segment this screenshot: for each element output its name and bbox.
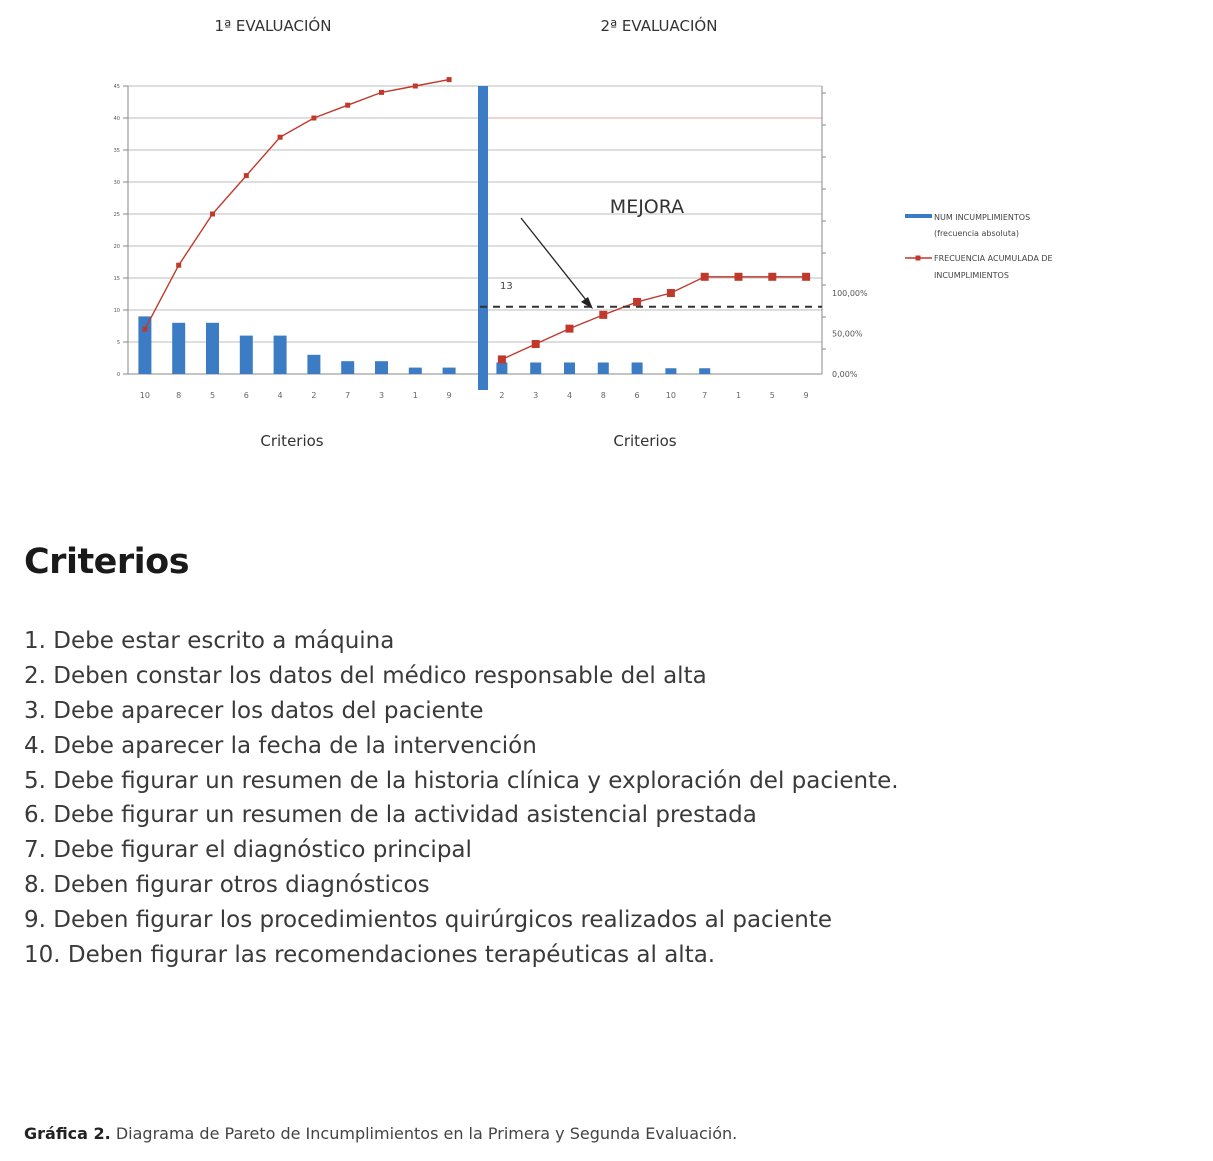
cumulative-marker [413,84,418,89]
y-tick-label: 25 [113,212,120,218]
cumulative-line [145,80,449,330]
bar [307,355,320,374]
bar [138,316,151,374]
bar [240,336,253,374]
panel-2-x-axis-label: Criterios [613,432,677,450]
bar [564,362,575,374]
caption-label: Gráfica 2. [24,1124,111,1143]
figure-caption [24,1124,737,1143]
bar [598,362,609,374]
criteria-item: 1. Debe estar escrito a máquina [24,628,395,654]
bar [496,362,507,374]
divider-bar [478,86,488,390]
criteria-item: 8. Deben figurar otros diagnósticos [24,872,430,899]
cumulative-marker [278,135,283,140]
y-tick-label: 5 [116,340,120,346]
criteria-item: 4. Debe aparecer la fecha de la intervención [24,732,537,759]
y-right-tick-label: 50,00% [832,329,863,339]
cumulative-marker [498,355,506,363]
x-tick-label: 5 [209,391,216,400]
legend-bar-swatch [905,214,932,218]
x-tick-label: 4 [566,391,573,400]
axes [123,86,826,374]
reference-value-label: 13 [500,281,513,292]
y-tick-label: 30 [113,180,120,186]
x-tick-label: 9 [446,391,452,400]
bar [206,323,219,374]
bar [172,323,185,374]
x-tick-label: 9 [803,391,809,400]
bar [443,368,456,374]
criteria-item: 3. Debe aparecer los datos del paciente [24,697,484,724]
y-tick-label: 15 [113,276,120,282]
x-tick-label: 7 [345,391,351,400]
x-tick-label: 3 [378,391,385,400]
cumulative-marker [244,173,249,178]
legend-line-label-line2: INCUMPLIMIENTOS [934,271,1009,280]
cumulative-line [502,277,806,360]
panel-1-title: 1ª EVALUACIÓN [214,17,332,35]
y-right-tick-label: 100,00% [832,289,868,298]
cumulative-marker [566,325,574,333]
criteria-item: 9. Deben figurar los procedimientos quirúrgicos realizados al paciente [24,907,832,934]
mejora-annotation: MEJORA [609,196,685,218]
bar [632,362,643,374]
cumulative-marker [142,327,147,332]
legend-bar-label-line2: (frecuencia absoluta) [934,229,1019,238]
legend [905,213,1053,280]
bar [699,368,710,374]
criteria-list [24,624,899,973]
panel-1-x-axis-label: Criterios [260,432,324,450]
criteria-item: 6. Debe figurar un resumen de la actividad asistencial prestada [24,802,757,829]
cumulative-marker [210,212,215,217]
cumulative-marker [667,289,675,297]
bar [341,361,354,374]
cumulative-marker [176,263,181,268]
x-tick-label: 2 [311,391,317,400]
y-tick-label: 35 [113,148,120,154]
y-tick-label: 20 [113,244,120,250]
criteria-item: 2. Deben constar los datos del médico responsable del alta [24,662,707,689]
criteria-heading: Criterios [24,542,190,582]
x-tick-label: 7 [702,391,708,400]
criteria-item: 5. Debe figurar un resumen de la historia clínica y exploración del paciente. [24,767,899,794]
x-tick-label: 3 [533,391,539,400]
cumulative-marker [768,273,776,281]
y-tick-label: 45 [113,84,120,90]
legend-line-label-line1: FRECUENCIA ACUMULADA DE [934,254,1053,263]
x-tick-label: 2 [499,391,505,400]
gridlines [128,86,822,374]
y-tick-label: 40 [113,116,120,122]
x-tick-label: 5 [769,391,775,400]
legend-bar-label-line1: NUM INCUMPLIMIENTOS [934,213,1031,222]
cumulative-marker [447,77,452,82]
bar [274,336,287,374]
y-tick-label: 0 [116,372,120,378]
x-tick-label: 1 [735,391,742,400]
cumulative-marker [379,90,384,95]
legend-line-marker [916,256,921,261]
pareto-chart [0,0,1213,480]
cumulative-marker [599,311,607,319]
bar [530,362,541,374]
x-tick-label: 6 [243,391,249,400]
y-right-tick-label: 0,00% [832,370,858,379]
tick-labels [114,84,868,400]
x-tick-label: 10 [139,391,150,400]
cumulative-marker [311,116,316,121]
criteria-item: 10. Deben figurar las recomendaciones terapéuticas al alta. [24,942,716,969]
cumulative-marker [735,273,743,281]
cumulative-marker [701,273,709,281]
mejora-arrow [521,218,590,305]
bar [409,368,422,374]
y-tick-label: 10 [113,308,120,314]
cumulative-marker [532,340,540,348]
panel-2-title: 2ª EVALUACIÓN [600,17,718,35]
bars [138,86,710,390]
x-tick-label: 1 [412,391,418,400]
bar [375,361,388,374]
x-tick-label: 8 [600,391,606,400]
criteria-item: 7. Debe figurar el diagnóstico principal [24,837,472,864]
x-tick-label: 6 [634,391,640,400]
caption-text: Diagrama de Pareto de Incumplimientos en la Primera y Segunda Evaluación. [115,1124,738,1143]
cumulative-marker [345,103,350,108]
cumulative-marker [633,298,641,306]
x-tick-label: 8 [176,391,182,400]
x-tick-label: 10 [665,391,676,400]
cumulative-marker [802,273,810,281]
bar [665,368,676,374]
x-tick-label: 4 [277,391,283,400]
